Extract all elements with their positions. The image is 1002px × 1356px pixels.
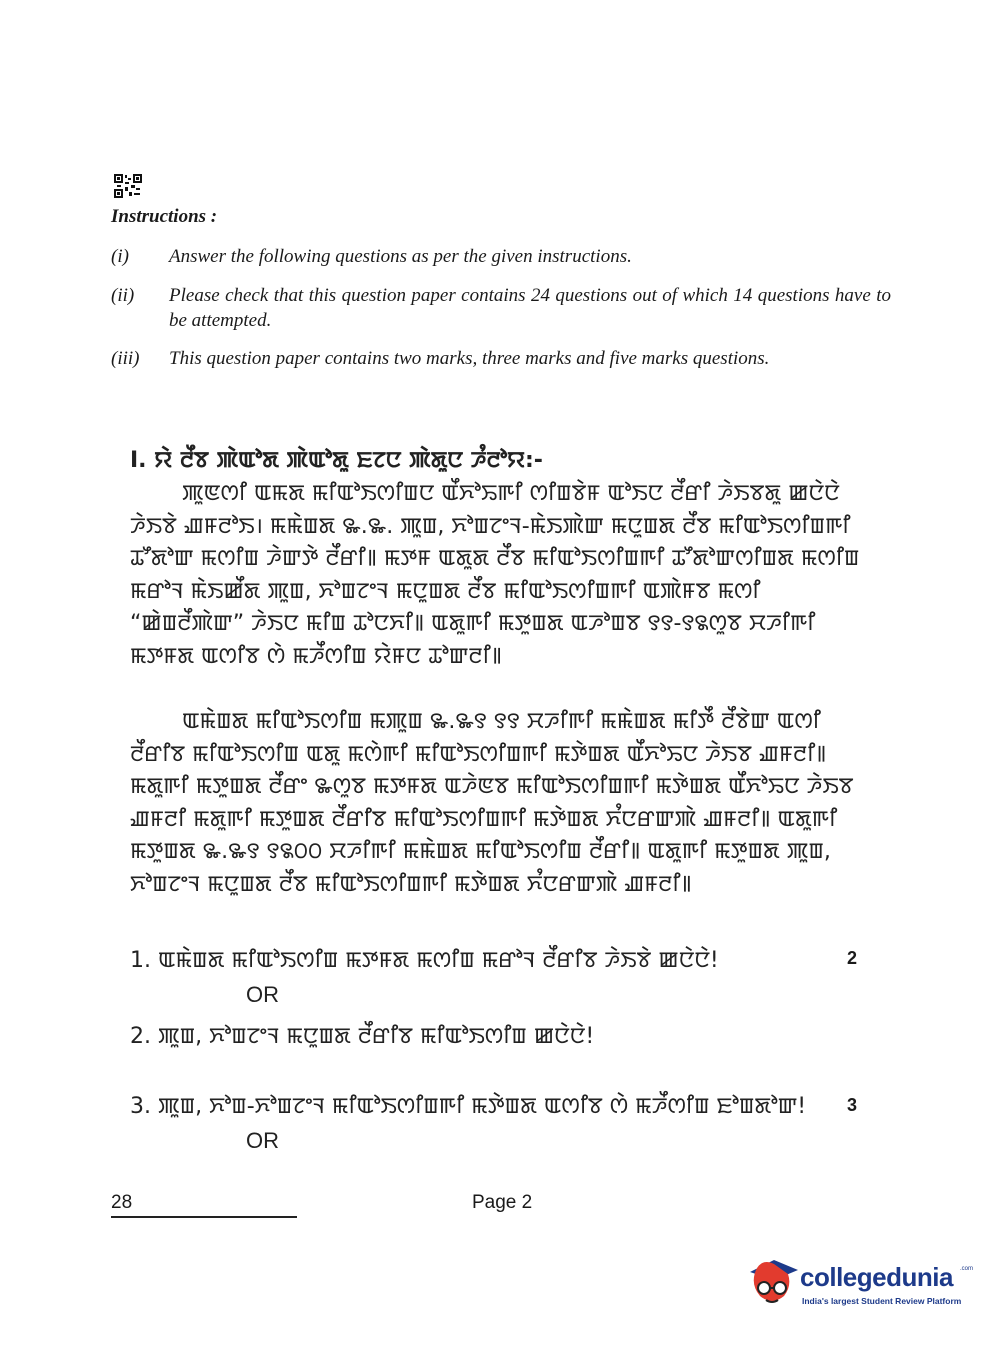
qr-code-icon <box>114 174 142 198</box>
page-number-underline <box>111 1216 297 1218</box>
logo-tagline: India's largest Student Review Platform <box>802 1296 962 1306</box>
student-mascot-icon <box>744 1256 800 1316</box>
logo-domain: .com <box>960 1266 974 1272</box>
instruction-number: (iii) <box>111 348 140 369</box>
instruction-text: Please check that this question paper contains 24 questions out of which 14 questions have to be attempted. <box>169 285 891 331</box>
passage-paragraph-2: ꯑꯃꯥꯡꯗ ꯃꯤꯑꯣꯏꯁꯤꯡ ꯃꯄꯨꯡ ꯳.꯳꯱ ꯱꯱ ꯆꯍꯤꯒꯤ ꯃꯃꯥꯡꯗ ꯃꯤꯇꯩ ꯂꯩꯕꯥꯛ ꯑꯁꯤ ꯂꯩꯔꯤꯕ ꯃꯤꯑꯣꯏꯁꯤꯡ ꯑꯗꯨ ꯃꯁꯥꯒꯤ ꯃꯤꯑꯣꯏꯁꯤꯡꯒꯤ ꯃꯇꯥꯡꯗ ꯑꯩꯈꯣꯢꯅ ꯍꯥꯏꯕ ꯉꯝꯂꯤ꯫ ꯃꯗꯨꯒꯤ ꯃꯇꯨꯡꯗ ꯂꯩꯔꯦ ꯳ꯁꯨꯕ ꯃꯇꯝꯗ ꯑꯍꯥꯟꯕ ꯃꯤꯑꯣꯏꯁꯤꯡꯒꯤ ꯃꯇꯥꯡꯗ ꯑꯩꯈꯣꯢꯅ ꯍꯥꯏꯕ ꯉꯝꯂꯤ ꯃꯗꯨꯒꯤ ꯃꯇꯨꯡꯗ ꯂꯩꯔꯤꯕ ꯃꯤꯑꯣꯏꯁꯤꯡꯒꯤ ꯃꯇꯥꯡꯗ ꯈꯪꯅꯔꯛꯄꯥ ꯉꯝꯂꯤ꯫ ꯑꯗꯨꯒꯤ ꯃꯇꯨꯡꯗ ꯳.꯳꯱ ꯱꯲꯰꯰ ꯆꯍꯤꯒꯤ ꯃꯃꯥꯡꯗ ꯃꯤꯑꯣꯏꯁꯤꯡ ꯂꯩꯔꯤ꯫ ꯑꯗꯨꯒꯤ ꯃꯇꯨꯡꯗ ꯄꯨꯡ, ꯈꯣꯡꯖꯦꯜ ꯃꯅꯨꯡꯗ ꯂꯩꯕ ꯃꯤꯑꯣꯏꯁꯤꯡꯒꯤ ꯃꯇꯥꯡꯗ ꯈꯪꯅꯔꯛꯄꯥ ꯉꯝꯂꯤ꯫ <box>130 709 854 897</box>
instruction-item <box>111 346 891 371</box>
instruction-number: (i) <box>111 246 129 267</box>
section-title: I. ꯌꯥ ꯂꯩꯕ ꯄꯥꯑꯣꯗ ꯄꯥꯑꯣꯗꯨ ꯐꯖꯅ ꯄꯥꯗꯨꯅ ꯍꯪꯂꯣꯌ:- <box>130 448 543 473</box>
page-label: Page 2 <box>472 1192 533 1213</box>
instruction-number: (ii) <box>111 285 135 306</box>
instructions-heading: Instructions : <box>111 206 218 227</box>
question-1: 1. ꯑꯃꯥꯡꯗ ꯃꯤꯑꯣꯏꯁꯤꯡ ꯃꯇꯝꯗ ꯃꯁꯤꯡ ꯃꯔꯣꯜ ꯂꯩꯔꯤꯕ ꯍꯥꯏꯕꯥ ꯀꯅꯥꯅꯥ! <box>130 948 719 973</box>
instruction-item <box>111 283 891 333</box>
collegedunia-logo <box>744 1256 974 1316</box>
instruction-item <box>111 244 891 269</box>
passage-paragraph-1: ꯄꯨꯟꯁꯤ ꯑꯃꯗ ꯃꯤꯑꯣꯏꯁꯤꯡꯅ ꯑꯩꯈꯣꯢꯒꯤ ꯁꯤꯡꯕꯥꯝ ꯑꯣꯏꯅ ꯂꯩꯔꯤ ꯍꯥꯏꯕꯗꯨ ꯀꯅꯥꯅꯥ ꯍꯥꯏꯕꯥ ꯉꯝꯂꯣꯏ। ꯃꯃꯥꯡꯗ ꯳.꯳. ꯄꯨꯡ, ꯈꯣꯡꯖꯦꯜ-ꯃꯥꯏꯄꯥꯛ ꯃꯅꯨꯡꯗ ꯂꯩꯕ ꯃꯤꯑꯣꯏꯁꯤꯡꯒꯤ ꯊꯧꯗꯣꯛ ꯃꯁꯤꯡ ꯍꯥꯛꯇꯥ ꯂꯩꯔꯤ꯫ ꯃꯇꯝ ꯑꯗꯨꯗ ꯂꯩꯕ ꯃꯤꯑꯣꯏꯁꯤꯡꯒꯤ ꯊꯧꯗꯣꯛꯁꯤꯡꯗ ꯃꯁꯤꯡ ꯃꯔꯣꯜ ꯃꯥꯏꯀꯩꯗ ꯄꯨꯡ, ꯈꯣꯡꯖꯦꯜ ꯃꯅꯨꯡꯗ ꯂꯩꯕ ꯃꯤꯑꯣꯏꯁꯤꯡꯒꯤ ꯑꯄꯥꯝꯕ ꯃꯁꯤ “ꯀꯥꯡꯂꯩꯄꯥꯛ” ꯍꯥꯏꯅ ꯃꯤꯡ ꯊꯣꯅꯈꯤ꯫ ꯑꯗꯨꯒꯤ ꯃꯇꯨꯡꯗ ꯑꯍꯣꯡꯕ ꯱꯱-꯱꯲ꯁꯨꯕ ꯆꯍꯤꯒꯤ ꯃꯇꯝꯗ ꯑꯁꯤꯕ ꯁꯥ ꯃꯍꯩꯁꯤꯡ ꯌꯥꯝꯅ ꯊꯣꯛꯂꯤ꯫ <box>130 481 860 669</box>
question-1-marks: 2 <box>846 948 857 968</box>
page-number: 28 <box>111 1192 133 1213</box>
question-3: 3. ꯄꯨꯡ, ꯈꯣꯡ-ꯈꯣꯡꯖꯦꯜ ꯃꯤꯑꯣꯏꯁꯤꯡꯒꯤ ꯃꯇꯥꯡꯗ ꯑꯁꯤꯕ ꯁꯥ ꯃꯍꯩꯁꯤꯡ ꯐꯣꯡꯗꯣꯛ! <box>130 1094 807 1119</box>
instruction-text: This question paper contains two marks, three marks and five marks questions. <box>169 348 770 369</box>
or-label: OR <box>246 982 279 1007</box>
question-3-marks: 3 <box>846 1095 857 1115</box>
logo-name: collegedunia <box>800 1262 953 1292</box>
or-label: OR <box>246 1128 279 1153</box>
question-2: 2. ꯄꯨꯡ, ꯈꯣꯡꯖꯦꯜ ꯃꯅꯨꯡꯗ ꯂꯩꯔꯤꯕ ꯃꯤꯑꯣꯏꯁꯤꯡ ꯀꯅꯥꯅꯥ! <box>130 1024 595 1049</box>
instruction-text: Answer the following questions as per the given instructions. <box>169 246 632 267</box>
